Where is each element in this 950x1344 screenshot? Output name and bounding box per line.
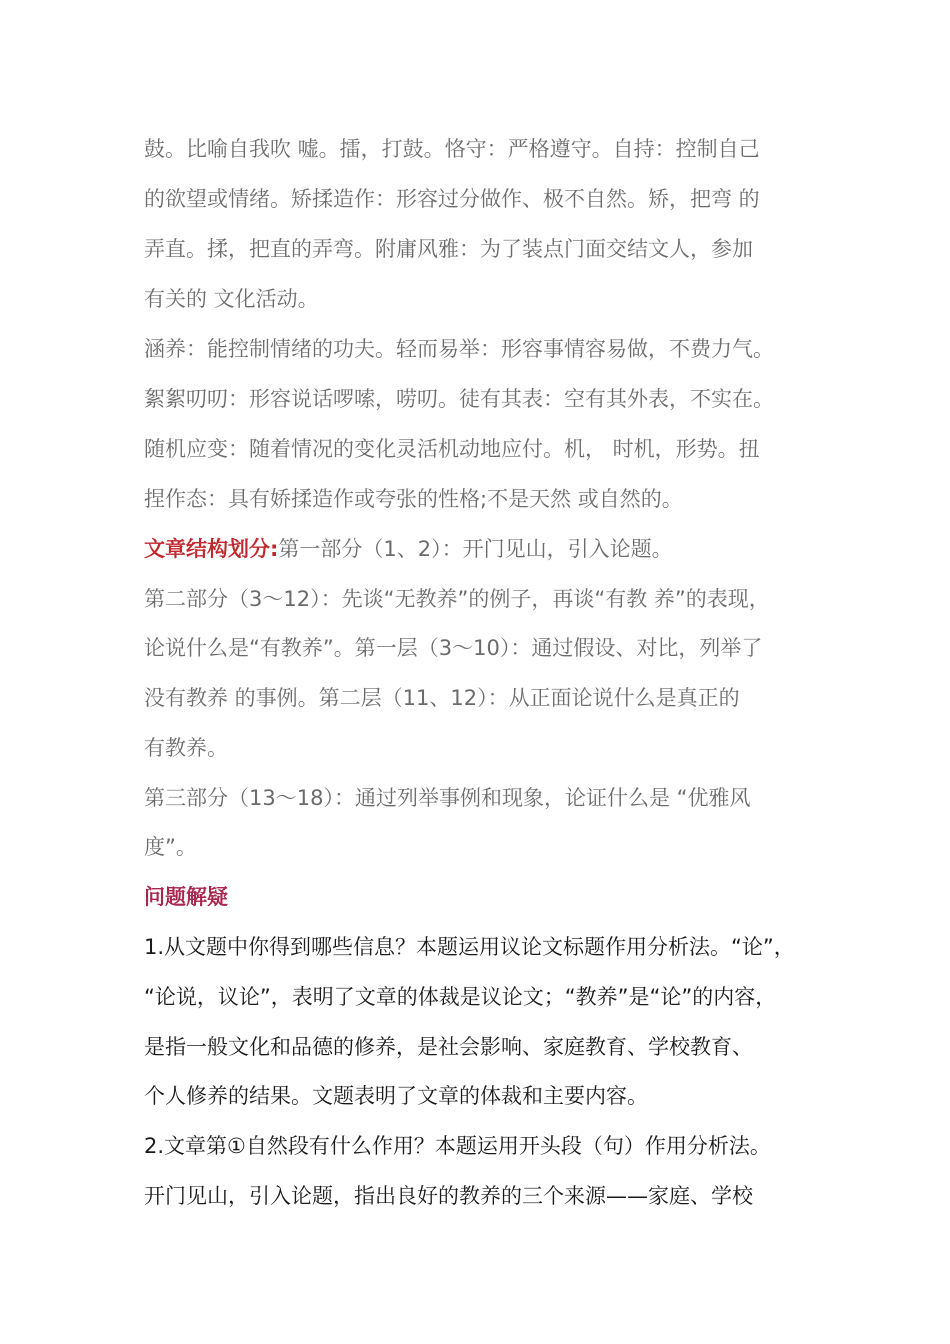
question-line: “论说，议论”，表明了文章的体裁是议论文；“教养”是“论”的内容， (144, 985, 777, 1009)
vocab-line: 捏作态：具有娇揉造作或夸张的性格;不是天然 或自然的。 (144, 487, 683, 511)
question-line: 1.从文题中你得到哪些信息？本题运用议论文标题作用分析法。“论”， (144, 935, 795, 959)
vocab-line: 随机应变：随着情况的变化灵活机动地应付。机， 时机，形势。扭 (144, 437, 760, 461)
question-line: 2.文章第①自然段有什么作用？本题运用开头段（句）作用分析法。 (144, 1134, 771, 1158)
structure-line: 论说什么是“有教养”。第一层（3～10）：通过假设、对比，列举了 (144, 636, 763, 660)
structure-line: 度”。 (144, 835, 197, 859)
questions-heading: 问题解疑 (144, 885, 228, 909)
structure-line: 有教养。 (144, 736, 228, 760)
structure-line: 没有教养 的事例。第二层（11、12）：从正面论说什么是真正的 (144, 686, 740, 710)
vocab-line: 有关的 文化活动。 (144, 287, 319, 311)
structure-line: 第二部分（3～12）：先谈“无教养”的例子，再谈“有教 养”的表现， (144, 587, 770, 611)
vocab-line: 弄直。揉，把直的弄弯。附庸风雅：为了装点门面交结文人，参加 (144, 237, 753, 261)
structure-first-line-text: 第一部分（1、2）：开门见山，引入论题。 (278, 537, 673, 561)
vocab-line: 的欲望或情绪。矫揉造作：形容过分做作、极不自然。矫，把弯 的 (144, 187, 760, 211)
vocab-line: 鼓。比喻自我吹 嘘。擂，打鼓。恪守：严格遵守。自持：控制自己 (144, 137, 760, 161)
question-line: 个人修养的结果。文题表明了文章的体裁和主要内容。 (144, 1084, 648, 1108)
vocab-line: 絮絮叨叨：形容说话啰嗦，唠叨。徒有其表：空有其外表，不实在。 (144, 387, 774, 411)
structure-heading: 文章结构划分: (144, 537, 279, 561)
vocab-line: 涵养：能控制情绪的功夫。轻而易举：形容事情容易做，不费力气。 (144, 337, 774, 361)
structure-first-line (144, 534, 673, 564)
question-line: 是指一般文化和品德的修养，是社会影响、家庭教育、学校教育、 (144, 1035, 753, 1059)
structure-line: 第三部分（13～18）：通过列举事例和现象，论证什么是 “优雅风 (144, 786, 751, 810)
question-line: 开门见山，引入论题，指出良好的教养的三个来源——家庭、学校 (144, 1184, 753, 1208)
